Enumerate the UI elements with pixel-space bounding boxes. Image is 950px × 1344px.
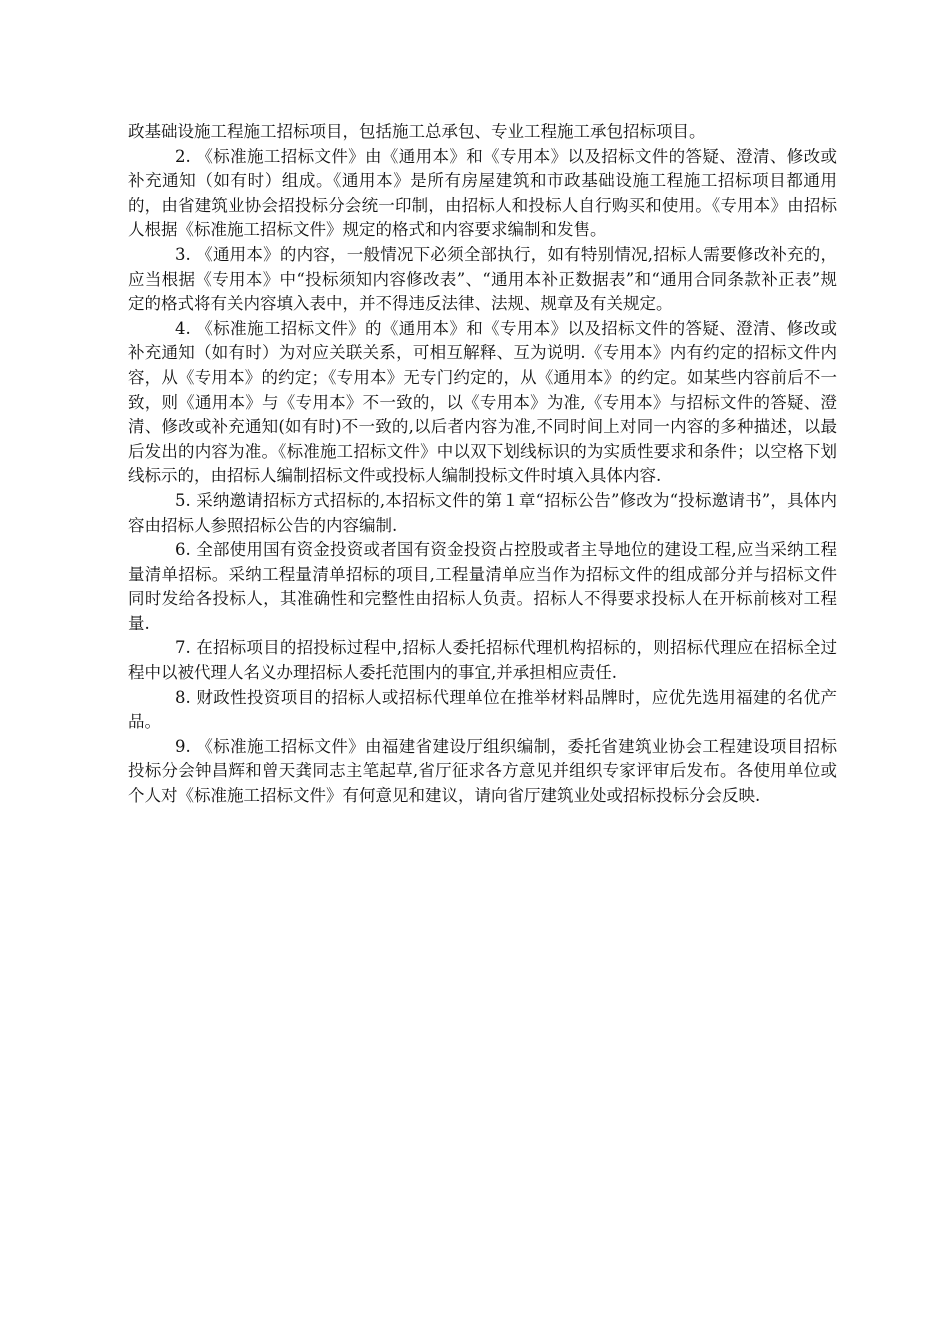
paragraph-item-5: 5. 采纳邀请招标方式招标的,本招标文件的第１章“招标公告”修改为“投标邀请书”，具体内容由招标人参照招标公告的内容编制. [128, 490, 837, 535]
paragraph-continuation: 政基础设施工程施工招标项目，包括施工总承包、专业工程施工承包招标项目。 [128, 122, 706, 141]
paragraph-item-9: 9. 《标准施工招标文件》由福建省建设厅组织编制，委托省建筑业协会工程建设项目招标投标分会钟昌辉和曾天龚同志主笔起草,省厅征求各方意见并组织专家评审后发布。各使用单位或个人对《标准施工招标文件》有何意见和建议，请向省厅建筑业处或招标投标分会反映. [128, 736, 837, 806]
document-body [128, 120, 837, 809]
paragraph-item-3: 3. 《通用本》的内容，一般情况下必须全部执行，如有特别情况,招标人需要修改补充的，应当根据《专用本》中“投标须知内容修改表”、“通用本补正数据表”和“通用合同条款补正表”规定的格式将有关内容填入表中，并不得违反法律、法规、规章及有关规定。 [128, 244, 837, 314]
paragraph-item-4: 4. 《标准施工招标文件》的《通用本》和《专用本》以及招标文件的答疑、澄清、修改或补充通知（如有时）为对应关联关系，可相互解释、互为说明.《专用本》内有约定的招标文件内容，从《专用本》的约定；《专用本》无专门约定的，从《通用本》的约定。如某些内容前后不一致，则《通用本》与《专用本》不一致的，以《专用本》为准,《专用本》与招标文件的答疑、澄清、修改或补充通知(如有时)不一致的,以后者内容为准,不同时间上对同一内容的多种描述，以最后发出的内容为准。《标准施工招标文件》中以双下划线标识的为实质性要求和条件；以空格下划线标示的，由招标人编制招标文件或投标人编制投标文件时填入具体内容. [128, 318, 837, 486]
paragraph-item-7: 7. 在招标项目的招投标过程中,招标人委托招标代理机构招标的，则招标代理应在招标全过程中以被代理人名义办理招标人委托范围内的事宜,并承担相应责任. [128, 638, 837, 683]
paragraph-item-2: 2. 《标准施工招标文件》由《通用本》和《专用本》以及招标文件的答疑、澄清、修改或补充通知（如有时）组成。《通用本》是所有房屋建筑和市政基础设施工程施工招标项目都通用的，由省建筑业协会招投标分会统一印制，由招标人和投标人自行购买和使用。《专用本》由招标人根据《标准施工招标文件》规定的格式和内容要求编制和发售。 [128, 146, 837, 240]
paragraph-item-8: 8. 财政性投资项目的招标人或招标代理单位在推举材料品牌时，应优先选用福建的名优产品。 [128, 687, 837, 732]
paragraph-item-6: 6. 全部使用国有资金投资或者国有资金投资占控股或者主导地位的建设工程,应当采纳工程量清单招标。采纳工程量清单招标的项目,工程量清单应当作为招标文件的组成部分并与招标文件同时发给各投标人，其准确性和完整性由招标人负责。招标人不得要求投标人在开标前核对工程量. [128, 540, 837, 633]
